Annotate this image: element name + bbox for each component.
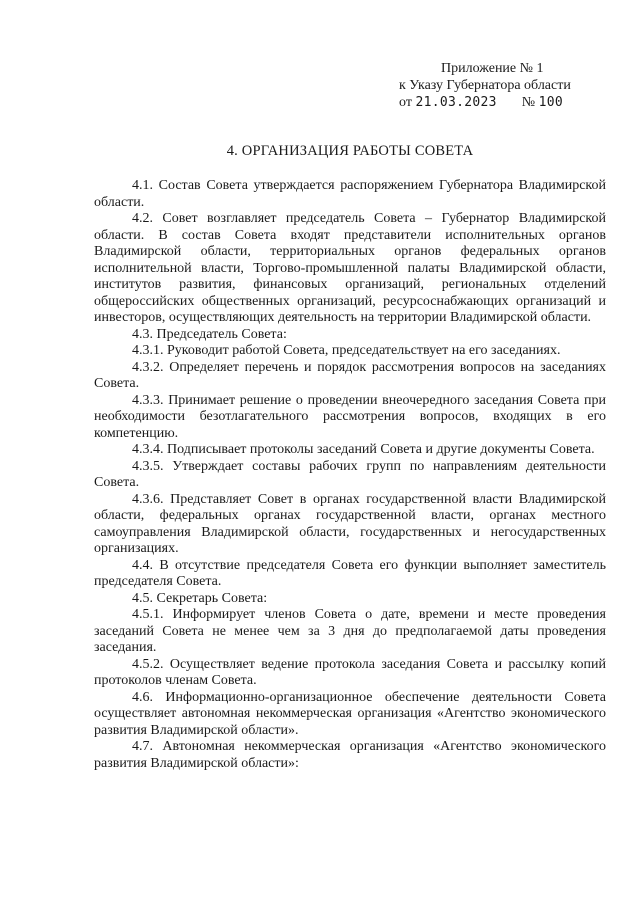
- paragraph-4-3: 4.3. Председатель Совета:: [132, 326, 287, 342]
- paragraph-4-3-5: 4.3.5. Утверждает составы рабочих групп по направлениям деятельности Совета.: [94, 458, 606, 490]
- date-prefix: от: [399, 95, 412, 110]
- paragraph-4-3-2: 4.3.2. Определяет перечень и порядок рассмотрения вопросов на заседаниях Совета.: [94, 359, 606, 391]
- decree-number: 100: [538, 95, 563, 110]
- paragraph-4-1: 4.1. Состав Совета утверждается распоряжением Губернатора Владимирской области.: [94, 178, 606, 210]
- number-prefix: №: [521, 95, 536, 110]
- appendix-date-line: [399, 94, 599, 111]
- appendix-decree-ref: к Указу Губернатора области: [399, 78, 571, 93]
- paragraph-4-4: 4.4. В отсутствие председателя Совета его функции выполняет заместитель председателя Совета.: [94, 557, 606, 589]
- paragraph-4-7: 4.7. Автономная некоммерческая организация «Агентство экономического развития Владимирской области»:: [94, 739, 606, 771]
- appendix-header: [399, 60, 599, 111]
- section-title: 4. ОРГАНИЗАЦИЯ РАБОТЫ СОВЕТА: [226, 143, 474, 159]
- paragraph-4-3-6: 4.3.6. Представляет Совет в органах государственной власти Владимирской области, федеральных органах государственной власти, органах местного самоуправления Владимирской области, государственных и негосударственных организациях.: [94, 491, 606, 556]
- paragraph-4-2: 4.2. Совет возглавляет председатель Совета – Губернатор Владимирской области. В состав Совета входят представители исполнительных органов Владимирской области, территориальных органов федеральных органов исполнительной власти, Торгово-промышленной палаты Владимирской области, институтов развития, финансовых организаций, региональных отделений общероссийских общественных организаций, ресурсоснабжающих организаций и инвесторов, осуществляющих деятельность на территории Владимирской области.: [94, 211, 606, 325]
- paragraph-4-3-3: 4.3.3. Принимает решение о проведении внеочередного заседания Совета при необходимости безотлагательного рассмотрения вопросов, входящих в его компетенцию.: [94, 392, 606, 441]
- paragraph-4-3-4: 4.3.4. Подписывает протоколы заседаний Совета и другие документы Совета.: [132, 442, 595, 457]
- paragraph-4-5: 4.5. Секретарь Совета:: [132, 590, 268, 606]
- paragraph-4-5-2: 4.5.2. Осуществляет ведение протокола заседания Совета и рассылку копий протоколов членам Совета.: [94, 656, 606, 688]
- appendix-number: Приложение № 1: [441, 61, 544, 76]
- decree-date: 21.03.2023: [415, 95, 497, 110]
- document-body: [94, 178, 606, 772]
- paragraph-4-5-1: 4.5.1. Информирует членов Совета о дате, времени и месте проведения заседаний Совета не менее чем за 3 дня до предполагаемой даты проведения заседания.: [94, 607, 606, 655]
- paragraph-4-6: 4.6. Информационно-организационное обеспечение деятельности Совета осуществляет автономная некоммерческая организация «Агентство экономического развития Владимирской области».: [94, 689, 606, 738]
- paragraph-4-3-1: 4.3.1. Руководит работой Совета, председательствует на его заседаниях.: [132, 343, 561, 358]
